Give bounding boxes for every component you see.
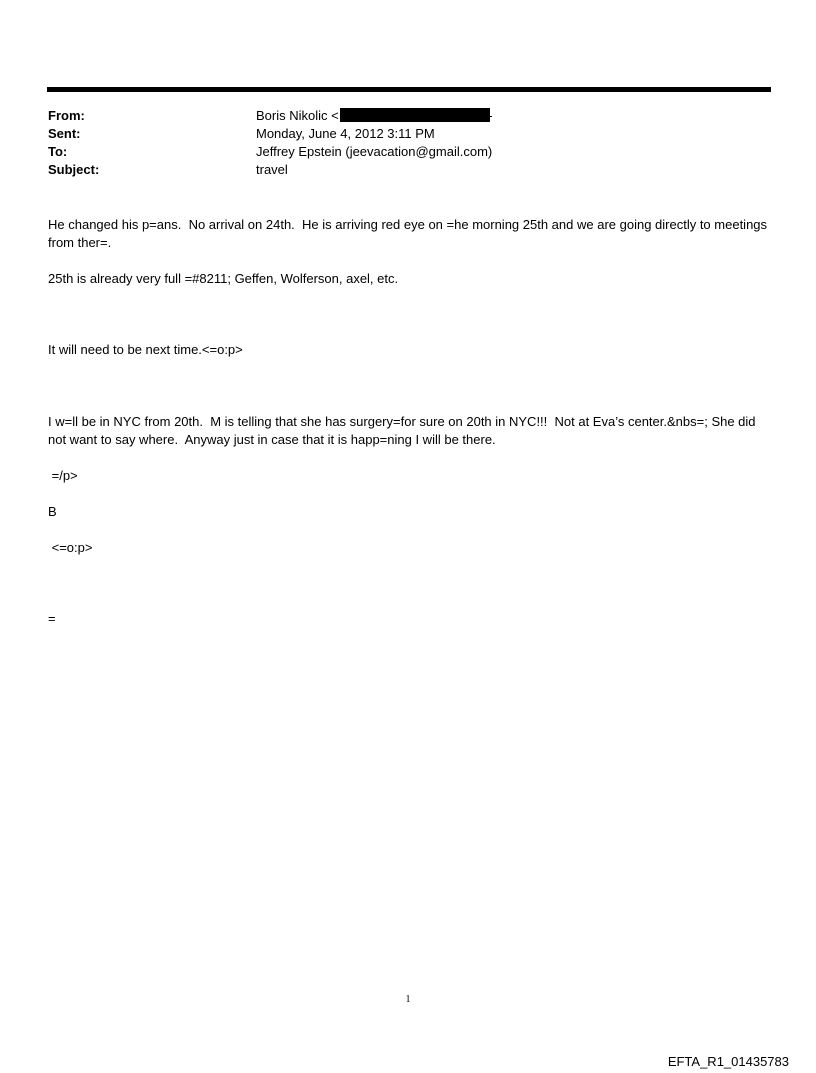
from-label: From: (48, 108, 85, 123)
sent-value: Monday, June 4, 2012 3:11 PM (256, 126, 435, 141)
to-row (48, 143, 492, 161)
from-row (48, 107, 492, 125)
to-label: To: (48, 144, 68, 159)
signature-initial: B (48, 504, 57, 519)
body-paragraph-4: I w=ll be in NYC from 20th. M is telling that she has surgery=for sure on 20th in NYC!!! Not at Eva’s center.&nbs=; She did not want to say where. Anyway just in case that it is happ=ning I will be there. (48, 414, 760, 447)
to-value: Jeffrey Epstein (jeevacation@gmail.com) (256, 144, 493, 159)
document-id: EFTA_R1_01435783 (667, 1054, 789, 1069)
subject-label: Subject: (48, 162, 100, 177)
email-header (48, 107, 492, 179)
redaction-tail (490, 116, 492, 117)
body-paragraph-5: =/p> (48, 468, 78, 483)
body-paragraph-2: 25th is already very full =#8211; Geffen, Wolferson, axel, etc. (48, 271, 399, 286)
sent-row (48, 125, 492, 143)
subject-value: travel (256, 162, 288, 177)
from-value (256, 107, 492, 125)
body-paragraph-1: He changed his p=ans. No arrival on 24th. He is arriving red eye on =he morning 25th and we are going directly to meetings from ther=. (48, 217, 771, 250)
body-paragraph-7: <=o:p> (48, 540, 93, 555)
sent-label: Sent: (48, 126, 81, 141)
header-divider (47, 87, 771, 92)
subject-row (48, 161, 492, 179)
redaction-block (340, 108, 490, 122)
page-number: 1 (405, 994, 411, 1005)
body-paragraph-8: = (48, 611, 56, 626)
from-sender: Boris Nikolic < (256, 108, 339, 123)
body-paragraph-3: It will need to be next time.<=o:p> (48, 342, 243, 357)
